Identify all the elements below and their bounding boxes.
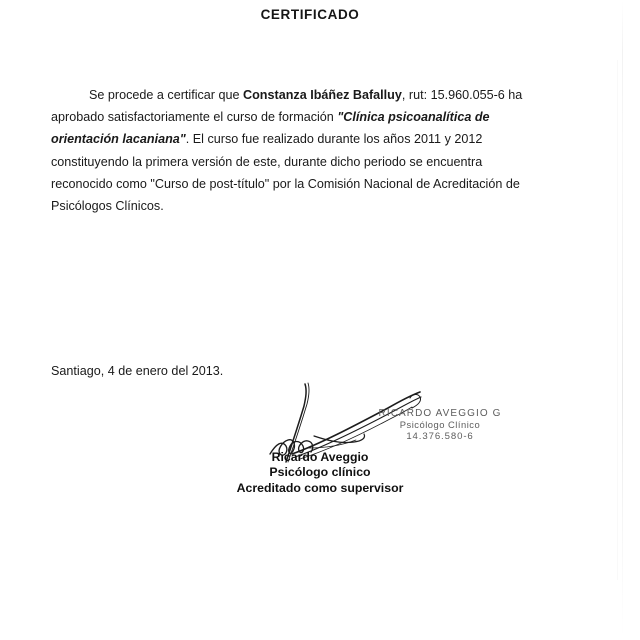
body-line3-suffix: . El curso fue realizado durante los años 2011 y 2012 constituyendo la primera — [51, 132, 483, 169]
signer-title: Psicólogo clínico — [269, 465, 371, 480]
course-name-part2: lacaniana" — [122, 132, 186, 147]
signer-credential: Acreditado como supervisor — [236, 480, 404, 495]
stamp-id-number: 14.376.580-6 — [406, 430, 474, 442]
page-title: CERTIFICADO — [260, 7, 360, 22]
scan-artifact-line-secondary — [617, 60, 618, 580]
recipient-name: Constanza Ibáñez Bafalluy — [243, 88, 402, 102]
official-stamp — [372, 408, 508, 442]
body-line1-suffix: , rut: 15.960.055-6 ha — [401, 88, 523, 102]
stamp-name: RICARDO AVEGGIO G — [378, 408, 502, 419]
stamp-profession: Psicólogo Clínico — [399, 419, 481, 431]
body-line5: por la Comisión Nacional de Acreditación de Psicólogos Clínicos. — [51, 176, 520, 214]
place-and-date: Santiago, 4 de enero del 2013. — [51, 364, 224, 378]
certificate-body — [51, 84, 537, 217]
signer-block — [140, 450, 500, 496]
course-name-part1: "Clínica psicoanalítica de orientación — [51, 110, 490, 147]
scan-artifact-line — [622, 0, 623, 640]
body-line2-prefix: aprobado satisfactoriamente el curso de formación — [51, 110, 338, 125]
signer-name: Ricardo Aveggio — [271, 450, 369, 464]
body-line1-prefix: Se procede a certificar que — [89, 88, 244, 102]
body-line4: versión de este, durante dicho periodo se encuentra reconocido como "Curso de post-título" — [51, 154, 483, 191]
